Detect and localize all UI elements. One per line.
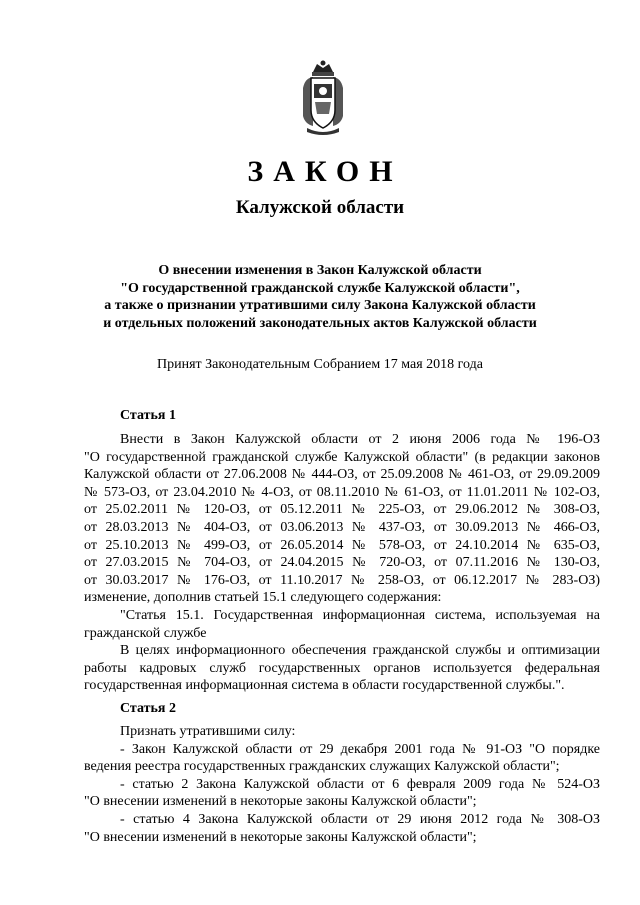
article-1-line: работы кадровых служб государственных органов используется федеральная xyxy=(84,660,600,676)
article-1-line: гражданской службе xyxy=(84,625,207,641)
kaluga-coat-of-arms-icon xyxy=(299,58,347,138)
article-2-body xyxy=(84,723,600,846)
article-1-line: "Статья 15.1. Государственная информационная система, используемая на xyxy=(120,607,600,623)
region-subtitle: Калужской области xyxy=(235,197,405,218)
article-2-line: Признать утратившими силу: xyxy=(120,724,296,739)
article-1-line: государственная информационная система в области государственной службы.". xyxy=(84,678,565,694)
article-1-line: от 25.02.2011 № 120-ОЗ, от 05.12.2011 № 225-ОЗ, от 29.06.2012 № 308-ОЗ, xyxy=(84,502,600,518)
article-1-line: от 28.03.2013 № 404-ОЗ, от 03.06.2013 № 437-ОЗ, от 30.09.2013 № 466-ОЗ, xyxy=(84,519,600,535)
document-title: ЗАКОН xyxy=(247,155,403,188)
article-1-line: В целях информационного обеспечения гражданской службы и оптимизации xyxy=(120,643,600,659)
article-2-line: "О внесении изменений в некоторые законы Калужской области"; xyxy=(84,829,477,845)
article-1-line: изменение, дополнив статьей 15.1 следующего содержания: xyxy=(84,590,442,606)
article-1-line: от 25.10.2013 № 499-ОЗ, от 26.05.2014 № 578-ОЗ, от 24.10.2014 № 635-ОЗ, xyxy=(84,537,600,553)
article-2-line: - статью 2 Закона Калужской области от 6 февраля 2009 года № 524-ОЗ xyxy=(120,776,600,792)
article-1-line: "О государственной гражданской службе Калужской области" (в редакции законов xyxy=(84,449,600,465)
article-2-line: "О внесении изменений в некоторые законы Калужской области"; xyxy=(84,794,477,810)
law-heading-line: а также о признании утратившими силу Закона Калужской области xyxy=(104,298,536,313)
article-2-title: Статья 2 xyxy=(120,701,176,716)
article-1-line: Калужской области от 27.06.2008 № 444-ОЗ, от 25.09.2008 № 461-ОЗ, от 29.09.2009 xyxy=(84,467,600,483)
article-1-line: от 27.03.2015 № 704-ОЗ, от 24.04.2015 № 720-ОЗ, от 07.11.2016 № 130-ОЗ, xyxy=(84,555,600,571)
law-heading-line: "О государственной гражданской службе Калужской области", xyxy=(120,280,520,296)
law-heading-line: и отдельных положений законодательных актов Калужской области xyxy=(103,315,537,331)
article-1-line: Внести в Закон Калужской области от 2 июня 2006 года № 196-ОЗ xyxy=(120,432,600,447)
article-2-line: ведения реестра государственных гражданских служащих Калужской области"; xyxy=(84,759,560,775)
adoption-note: Принят Законодательным Собранием 17 мая 2018 года xyxy=(157,357,483,372)
article-2-line: - статью 4 Закона Калужской области от 29 июня 2012 года № 308-ОЗ xyxy=(120,811,600,827)
article-1-line: от 30.03.2017 № 176-ОЗ, от 11.10.2017 № 258-ОЗ, от 06.12.2017 № 283-ОЗ) xyxy=(84,572,600,588)
article-2-line: - Закон Калужской области от 29 декабря 2001 года № 91-ОЗ "О порядке xyxy=(120,741,600,757)
article-1-title: Статья 1 xyxy=(120,408,176,423)
article-1-body xyxy=(84,431,600,695)
law-heading xyxy=(60,262,580,332)
article-1-line: № 573-ОЗ, от 23.04.2010 № 4-ОЗ, от 08.11.2010 № 61-ОЗ, от 11.01.2011 № 102-ОЗ, xyxy=(84,484,600,500)
law-heading-line: О внесении изменения в Закон Калужской области xyxy=(158,263,482,278)
